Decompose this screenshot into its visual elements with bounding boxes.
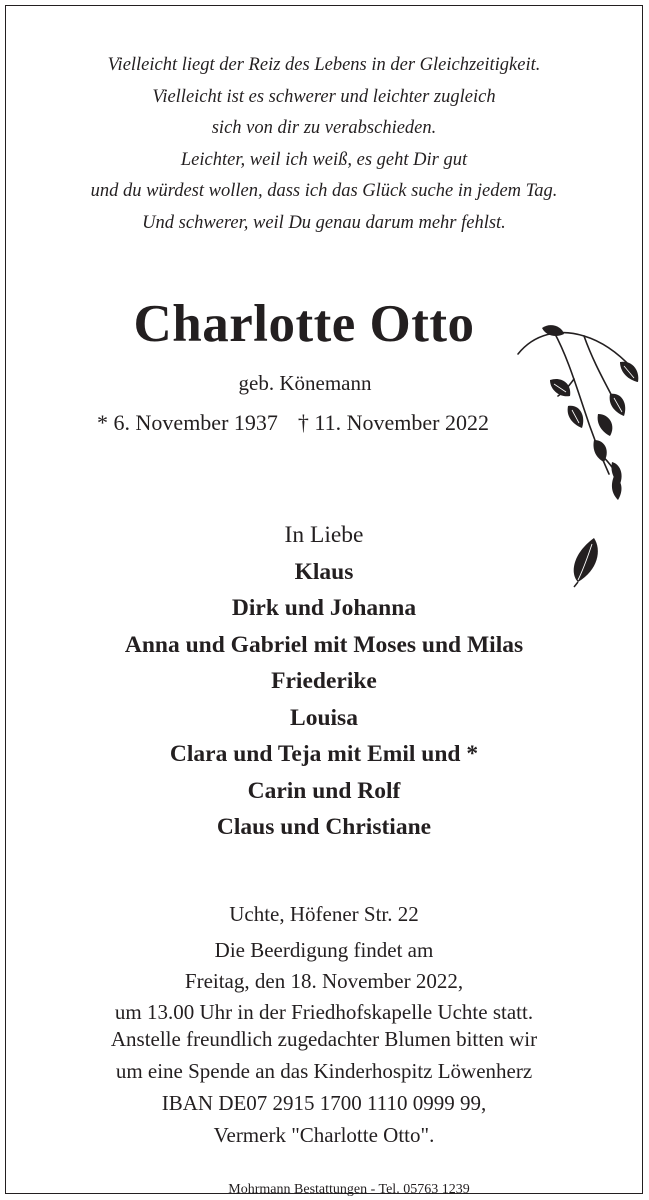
donation-line: um eine Spende an das Kinderhospitz Löwenherz — [115, 1059, 533, 1083]
address: Uchte, Höfener Str. 22 — [229, 902, 419, 926]
poem-line: Leichter, weil ich weiß, es geht Dir gut — [180, 149, 468, 170]
family-member: Anna und Gabriel mit Moses und Milas — [124, 631, 524, 658]
donation-line: Vermerk "Charlotte Otto". — [213, 1123, 435, 1147]
birth-date: * 6. November 1937 — [97, 410, 278, 435]
poem-line: und du würdest wollen, dass ich das Glück suche in jedem Tag. — [90, 181, 558, 201]
family-member: Carin und Rolf — [247, 777, 401, 804]
death-date: † 11. November 2022 — [297, 410, 489, 435]
donation-line: IBAN DE07 2915 1700 1110 0999 99, — [161, 1091, 487, 1115]
family-member: Dirk und Johanna — [231, 595, 417, 621]
family-member: Claus und Christiane — [216, 814, 432, 840]
funeral-info — [6, 935, 642, 1028]
deceased-name: Charlotte Otto — [133, 295, 475, 353]
family-member: Louisa — [290, 704, 358, 731]
funeral-line: Die Beerdigung findet am — [214, 938, 434, 962]
funeral-home-footer: Mohrmann Bestattungen - Tel. 05763 1239 — [228, 1182, 470, 1197]
donation-line: Anstelle freundlich zugedachter Blumen bitten wir — [110, 1027, 538, 1051]
funeral-line: Freitag, den 18. November 2022, — [184, 969, 464, 993]
family-list — [6, 517, 642, 846]
family-member: Clara und Teja mit Emil und * — [169, 741, 479, 767]
poem-line: Vielleicht ist es schwerer und leichter zugleich — [152, 86, 496, 107]
family-intro: In Liebe — [284, 522, 364, 548]
leaf-branch-icon — [514, 324, 644, 504]
poem — [6, 50, 642, 239]
obituary-notice — [5, 5, 643, 1197]
maiden-name: geb. Könemann — [238, 371, 372, 395]
family-member: Friederike — [271, 668, 377, 694]
poem-line: Und schwerer, weil Du genau darum mehr fehlst. — [142, 212, 506, 233]
poem-line: sich von dir zu verabschieden. — [211, 118, 437, 138]
funeral-line: um 13.00 Uhr in der Friedhofskapelle Uchte statt. — [114, 1000, 534, 1024]
family-member: Klaus — [294, 558, 354, 585]
poem-line: Vielleicht liegt der Reiz des Lebens in der Gleichzeitigkeit. — [107, 55, 541, 75]
donation-info — [6, 1023, 642, 1151]
